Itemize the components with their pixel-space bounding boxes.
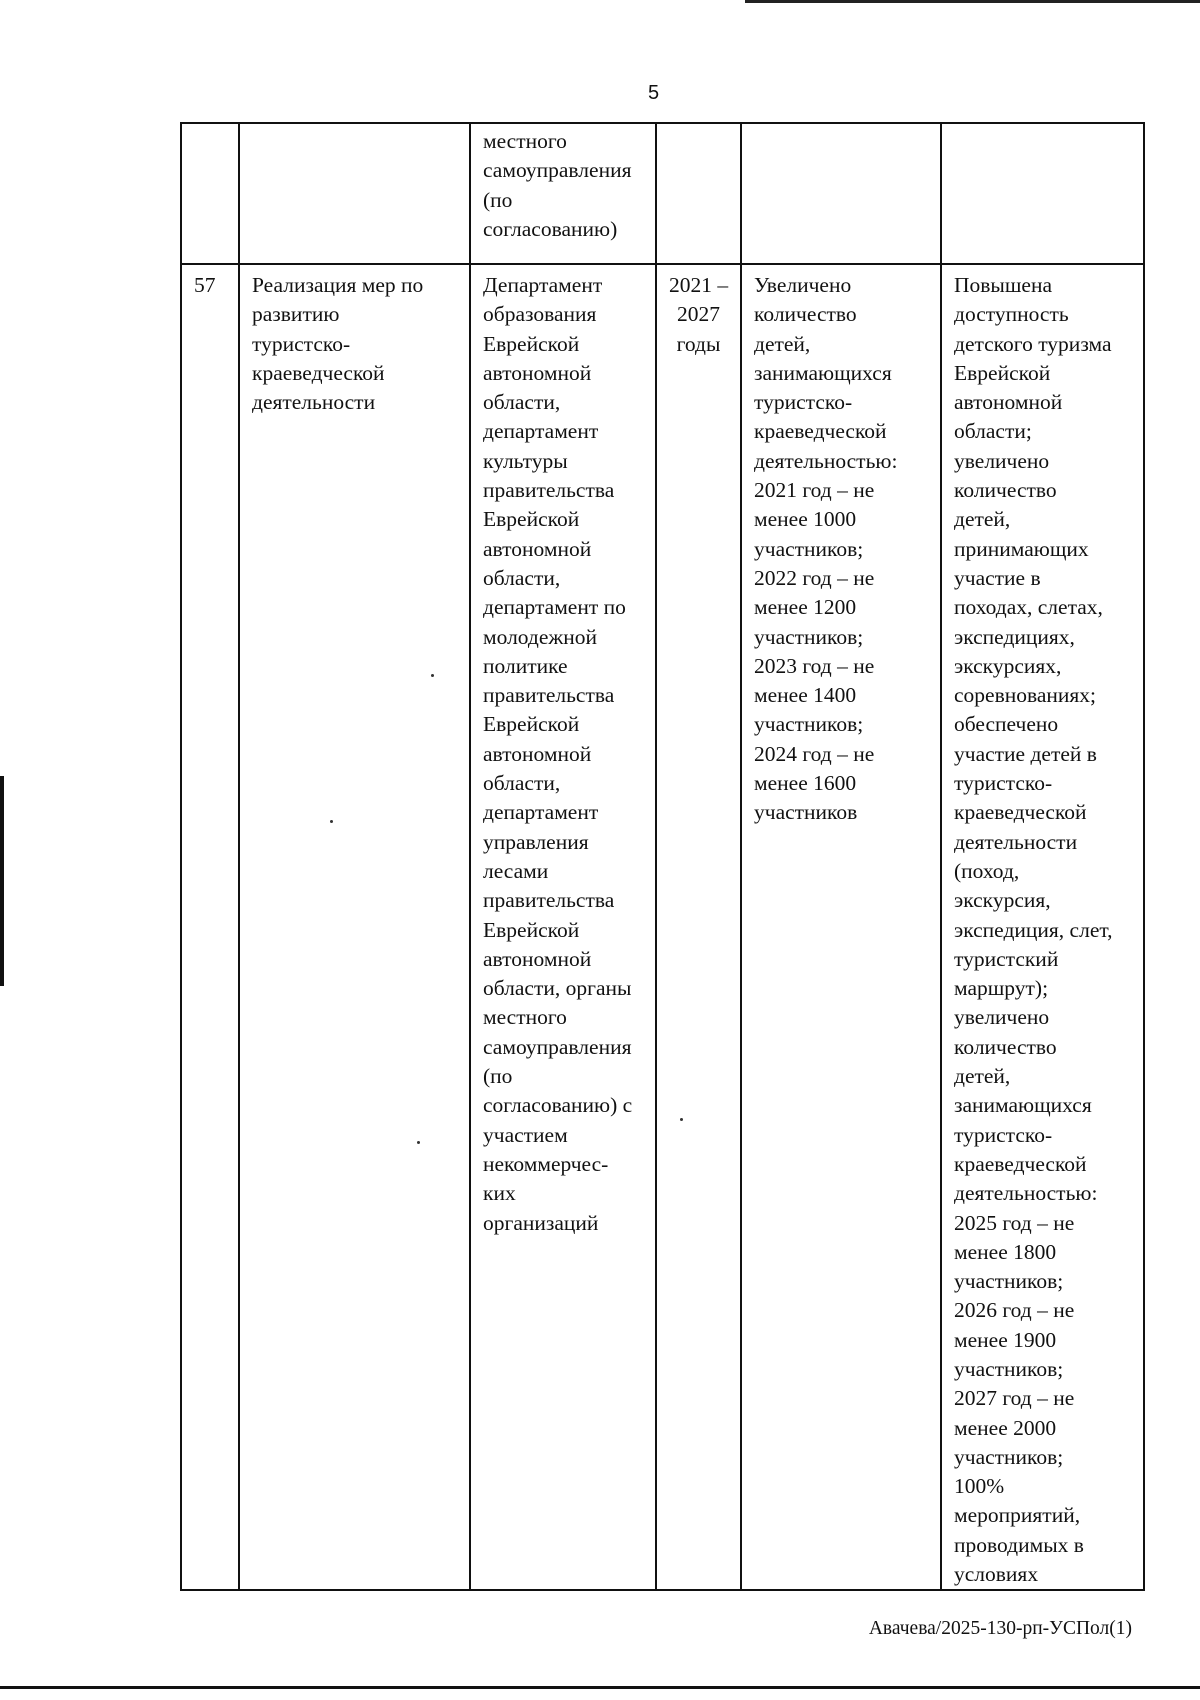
cell-term [656,123,741,264]
scan-speck [431,674,434,677]
scan-speck [680,1118,683,1121]
scan-left-edge-mark [0,776,4,986]
scan-top-edge-line [745,0,1200,3]
measures-table [180,122,1145,1591]
cell-number: 57 [181,264,239,1590]
table-row-continuation [181,123,1144,264]
cell-executors: Департамент образования Еврейской автономной области, департамент культуры правительства Еврейской автономной области, департамент по молодежной политике правительства Еврейской автономной области, департамент управления лесами правительства Еврейской автономной области, органы местного самоуправления (по согласованию) с участием некоммерчес- ких организаций [470,264,656,1590]
cell-term: 2021 – 2027 годы [656,264,741,1590]
scan-speck [330,820,333,823]
cell-result [941,123,1144,264]
cell-measure: Реализация мер по развитию туристско- краеведческой деятельности [239,264,470,1590]
cell-result: Повышена доступность детского туризма Еврейской автономной области; увеличено количество детей, принимающих участие в походах, слетах, экспедициях, экскурсиях, соревнованиях; обеспечено участие детей в туристско- краеведческой деятельности (поход, экскурсия, экспедиция, слет, туристский маршрут); увеличено количество детей, занимающихся туристско- краеведческой деятельностью: 2025 год – не менее 1800 участников; 2026 год – не менее 1900 участников; 2027 год – не менее 2000 участников; 100% мероприятий, проводимых в условиях [941,264,1144,1590]
page-number: 5 [647,82,660,104]
cell-measure [239,123,470,264]
cell-number [181,123,239,264]
cell-executors: местного самоуправления (по согласованию) [470,123,656,264]
table-row-57 [181,264,1144,1590]
scan-bottom-edge-line [0,1686,1200,1689]
document-reference-footer: Авачева/2025-130-рп-УСПол(1) [868,1618,1132,1639]
scan-speck [417,1141,420,1144]
cell-indicator [741,123,941,264]
cell-indicator: Увеличено количество детей, занимающихся туристско- краеведческой деятельностью: 2021 год – не менее 1000 участников; 2022 год – не менее 1200 участников; 2023 год – не менее 1400 участников; 2024 год – не менее 1600 участников [741,264,941,1590]
